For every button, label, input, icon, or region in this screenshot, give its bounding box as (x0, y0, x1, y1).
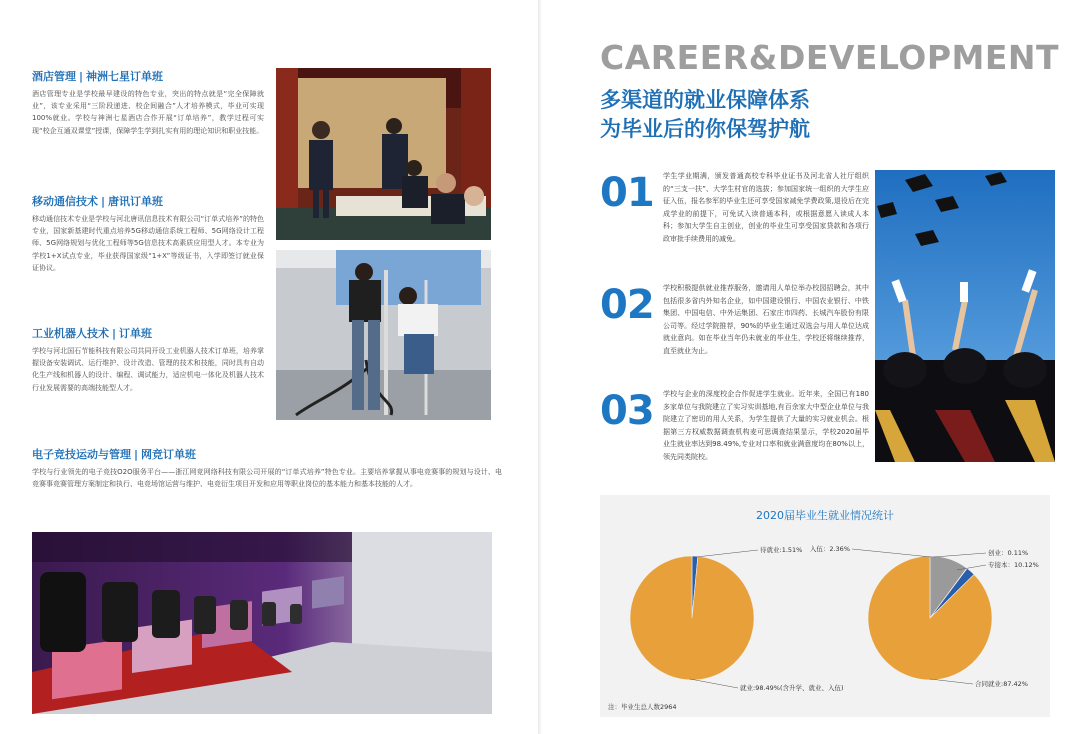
heading-english: CAREER&DEVELOPMENT (600, 38, 1060, 77)
stats-note: 注：毕业生总人数2964 (608, 703, 677, 711)
point-text: 学生学业期满，颁发普通高校专科毕业证书及河北省人社厅组织的“三支一扶”、大学生村官的选拔；参加国家统一组织的大学生应征入伍，报名参军的毕业生还可享受国家减免学费政策,退役后在完成学业的前提下，可免试入读普通本科，或根据意愿入读成人本科；参加大学生自主创业，创业的毕业生可享受国家贷款和各项行政审批手续费用的减免。 (663, 172, 869, 243)
section-title (32, 68, 264, 84)
stats-title: 2020届毕业生就业情况统计 (756, 509, 894, 522)
title-separator: | (134, 448, 139, 461)
heading-chinese-line2: 为毕业后的你保驾护航 (600, 117, 810, 141)
section-title-main: 移动通信技术 (32, 195, 98, 208)
pie-slice-label: 就业:98.49%(含升学、就业、入伍) (740, 684, 844, 692)
section-title (32, 193, 264, 209)
pie-leader-line (696, 550, 758, 557)
pie-slice-label: 合同就业:87.42% (975, 680, 1028, 688)
section-industrial-robot (32, 325, 264, 394)
pie-slice-label: 待就业:1.51% (760, 546, 803, 554)
section-title-tag: 网竞订单班 (141, 448, 197, 461)
section-body: 酒店管理专业是学校最早建设的特色专业，突出的特点就是“完全保障就业”，该专业采用“三阶段递进、校企间融合”人才培养模式，毕业可实现100%就业。学校与神洲七星酒店合作开展“订单培养”，教学过程可实现“校企互通双课堂”授课，保障学生学到扎实有用的理论知识和职业技能。 (32, 90, 264, 135)
title-separator: | (79, 70, 84, 83)
heading-chinese-line1: 多渠道的就业保障体系 (600, 88, 810, 112)
point-number: 02 (600, 282, 654, 328)
hotel-classroom-photo (276, 68, 491, 240)
employment-pie-charts (600, 495, 1050, 717)
section-hotel-management (32, 68, 264, 137)
section-body: 学校与行业领先的电子竞技O2O服务平台——浙江网竞网络科技有限公司开展的“订单式培养”特色专业。主要培养掌握从事电竞赛事的规划与设计、电竞赛事竞赛管理方案制定和执行、电竞场馆运营与维护、电竞衍生项目开发和应用等职业岗位的基本能力和基本技能的人才。 (32, 468, 502, 489)
pie-leader-line (930, 679, 973, 684)
point-number: 03 (600, 388, 654, 434)
pie-slice-label: 入伍：2.36% (809, 545, 850, 553)
section-title-tag: 唐讯订单班 (108, 195, 164, 208)
section-title-tag: 神洲七星订单班 (86, 70, 164, 83)
esports-arena-photo (32, 532, 492, 714)
pie-leader-line (852, 549, 931, 557)
pie-slice-label: 创业：0.11% (988, 549, 1029, 557)
section-title-main: 电子竞技运动与管理 (32, 448, 131, 461)
point-number: 01 (600, 170, 654, 216)
title-separator: | (101, 195, 106, 208)
section-title (32, 446, 502, 462)
graduation-photo (875, 170, 1055, 462)
section-body: 学校与河北国石节能科技有限公司共同开设工业机器人技术订单班，培养掌握设备安装调试、运行维护、设计改造、管理的技术和技能，同时具有自动化生产线和机器人的设计、编程、调试能力，适应机电一体化及机器人技术行业发展需要的高端技能型人才。 (32, 347, 264, 392)
pie-leader-line (690, 679, 738, 688)
section-body: 移动通信技术专业是学校与河北唐讯信息技术有限公司“订单式培养”的特色专业，国家新基建时代重点培养5G移动通信系统工程师、5G网络设计工程师、5G网络规划与优化工程师等5G信息技术高素质应用型人才。本专业为学校1+X试点专业，毕业获得国家级“1+X”等级证书，入学即签订就业保证协议。 (32, 215, 264, 272)
title-separator: | (112, 327, 117, 340)
pie-slice-label: 专接本：10.12% (988, 561, 1039, 569)
section-esports (32, 446, 502, 490)
section-title (32, 325, 264, 341)
pie-leader-line (934, 553, 986, 557)
point-text: 学校与企业的深度校企合作促进学生就业。近年来，全国已有180多家单位与我院建立了实习实训基地,有百余家大中型企业单位与我院建立了密切的用人关系，为学生提供了大量的实习就业机会。根据第三方权威数据调查机构麦可思调查结果显示，学校2020届毕业生就业率达到98.49%,专业对口率和就业满意度均在80%以上，领先同类院校。 (663, 390, 869, 461)
telecom-lab-photo (276, 250, 491, 420)
point-03 (600, 388, 870, 488)
pie-chart-2 (810, 544, 1039, 688)
pie-chart-1 (630, 545, 844, 692)
point-02 (600, 282, 870, 382)
section-title-main: 酒店管理 (32, 70, 76, 83)
employment-stats-panel (600, 495, 1050, 717)
section-title-tag: 订单班 (119, 327, 153, 340)
section-mobile-communication (32, 193, 264, 274)
point-text: 学校积极提供就业推荐服务，邀请用人单位举办校园招聘会，其中包括很多省内外知名企业，如中国建设银行、中国农业银行、中铁集团、中国电信、中外运集团、石家庄市四药、长城汽车股份有限公司等。经过学院推荐，90%的毕业生通过双选会与用人单位达成就业意向。如在毕业当年仍未就业的毕业生，学校还将继续推荐，直至就业为止。 (663, 284, 869, 355)
section-title-main: 工业机器人技术 (32, 327, 109, 340)
page-spine (538, 0, 542, 734)
point-01 (600, 170, 870, 280)
pie-slice (630, 556, 754, 680)
